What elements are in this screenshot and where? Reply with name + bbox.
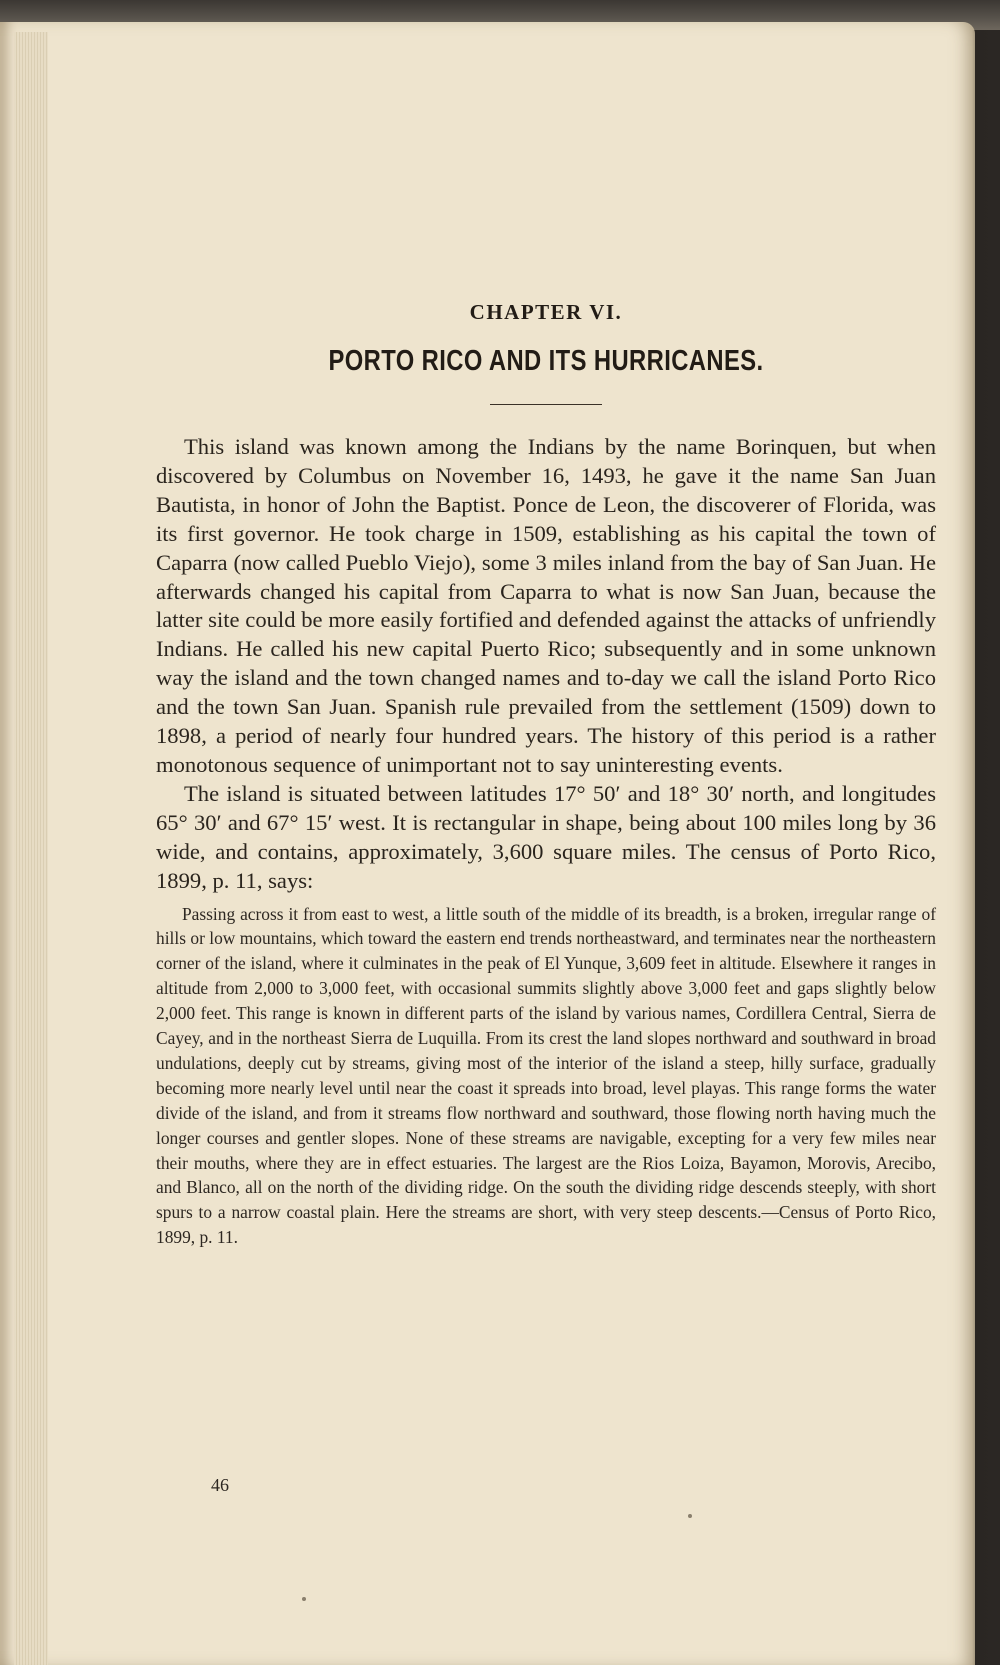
chapter-heading: CHAPTER VI. bbox=[469, 300, 623, 324]
title-divider bbox=[490, 404, 602, 405]
page-edges bbox=[14, 32, 48, 1665]
page-content bbox=[156, 300, 936, 1250]
body-paragraph: This island was known among the Indians by the name Borinquen, but when discovered by Columbus on November 16, 1493, he gave it the name San Juan Bautista, in honor of John the Baptist. Ponce de Leon, the discoverer of Florida, was its first governor. He took charge in 1509, establishing as his capital the town of Caparra (now called Pueblo Viejo), some 3 miles inland from the bay of San Juan. He afterwards changed his capital from Caparra to what is now San Juan, because the latter site could be more easily fortified and defended against the attacks of unfriendly Indians. He called his new capital Puerto Rico; subsequently and in some unknown way the island and the town changed names and to-day we call the island Porto Rico and the town San Juan. Spanish rule prevailed from the settlement (1509) down to 1898, a period of nearly four hundred years. The history of this period is a rather monotonous sequence of unimportant not to say uninteresting events. bbox=[156, 434, 936, 777]
chapter-title: PORTO RICO AND ITS HURRICANES. bbox=[328, 345, 764, 377]
body-paragraph: The island is situated between latitudes 17° 50′ and 18° 30′ north, and longitudes 65° 30′ and 67° 15′ west. It is rectangular in shape, being about 100 miles long by 36 wide, and contains, approximately, 3,600 square miles. The census of Porto Rico, 1899, p. 11, says: bbox=[156, 780, 936, 893]
block-quotation: Passing across it from east to west, a little south of the middle of its breadth, is a broken, irregular range of hills or low mountains, which toward the eastern end trends northeastward, and terminates near the northeastern corner of the island, where it culminates in the peak of El Yunque, 3,609 feet in altitude. Elsewhere it ranges in altitude from 2,000 to 3,000 feet, with occasional summits slightly above 3,000 feet and gaps slightly below 2,000 feet. This range is known in different parts of the island by various names, Cordillera Central, Sierra de Cayey, and in the northeast Sierra de Luquilla. From its crest the land slopes northward and southward in broad undulations, deeply cut by streams, giving most of the interior of the island a steep, hilly surface, gradually becoming more nearly level until near the coast it spreads into broad, level playas. This range forms the water divide of the island, and from it streams flow northward and southward, those flowing north having much the longer courses and gentler slopes. None of these streams are navigable, excepting for a very few miles near their mouths, where they are in effect estuaries. The largest are the Rios Loiza, Bayamon, Morovis, Arecibo, and Blanco, all on the north of the dividing ridge. On the south the dividing ridge descends steeply, with short spurs to a narrow coastal plain. Here the streams are short, with very steep descents.—Census of Porto Rico, 1899, p. 11. bbox=[156, 903, 936, 1248]
binding-shadow bbox=[972, 30, 1000, 1665]
page-number: 46 bbox=[211, 1475, 229, 1495]
paper-speck bbox=[302, 1597, 306, 1601]
paper-speck bbox=[688, 1514, 692, 1518]
